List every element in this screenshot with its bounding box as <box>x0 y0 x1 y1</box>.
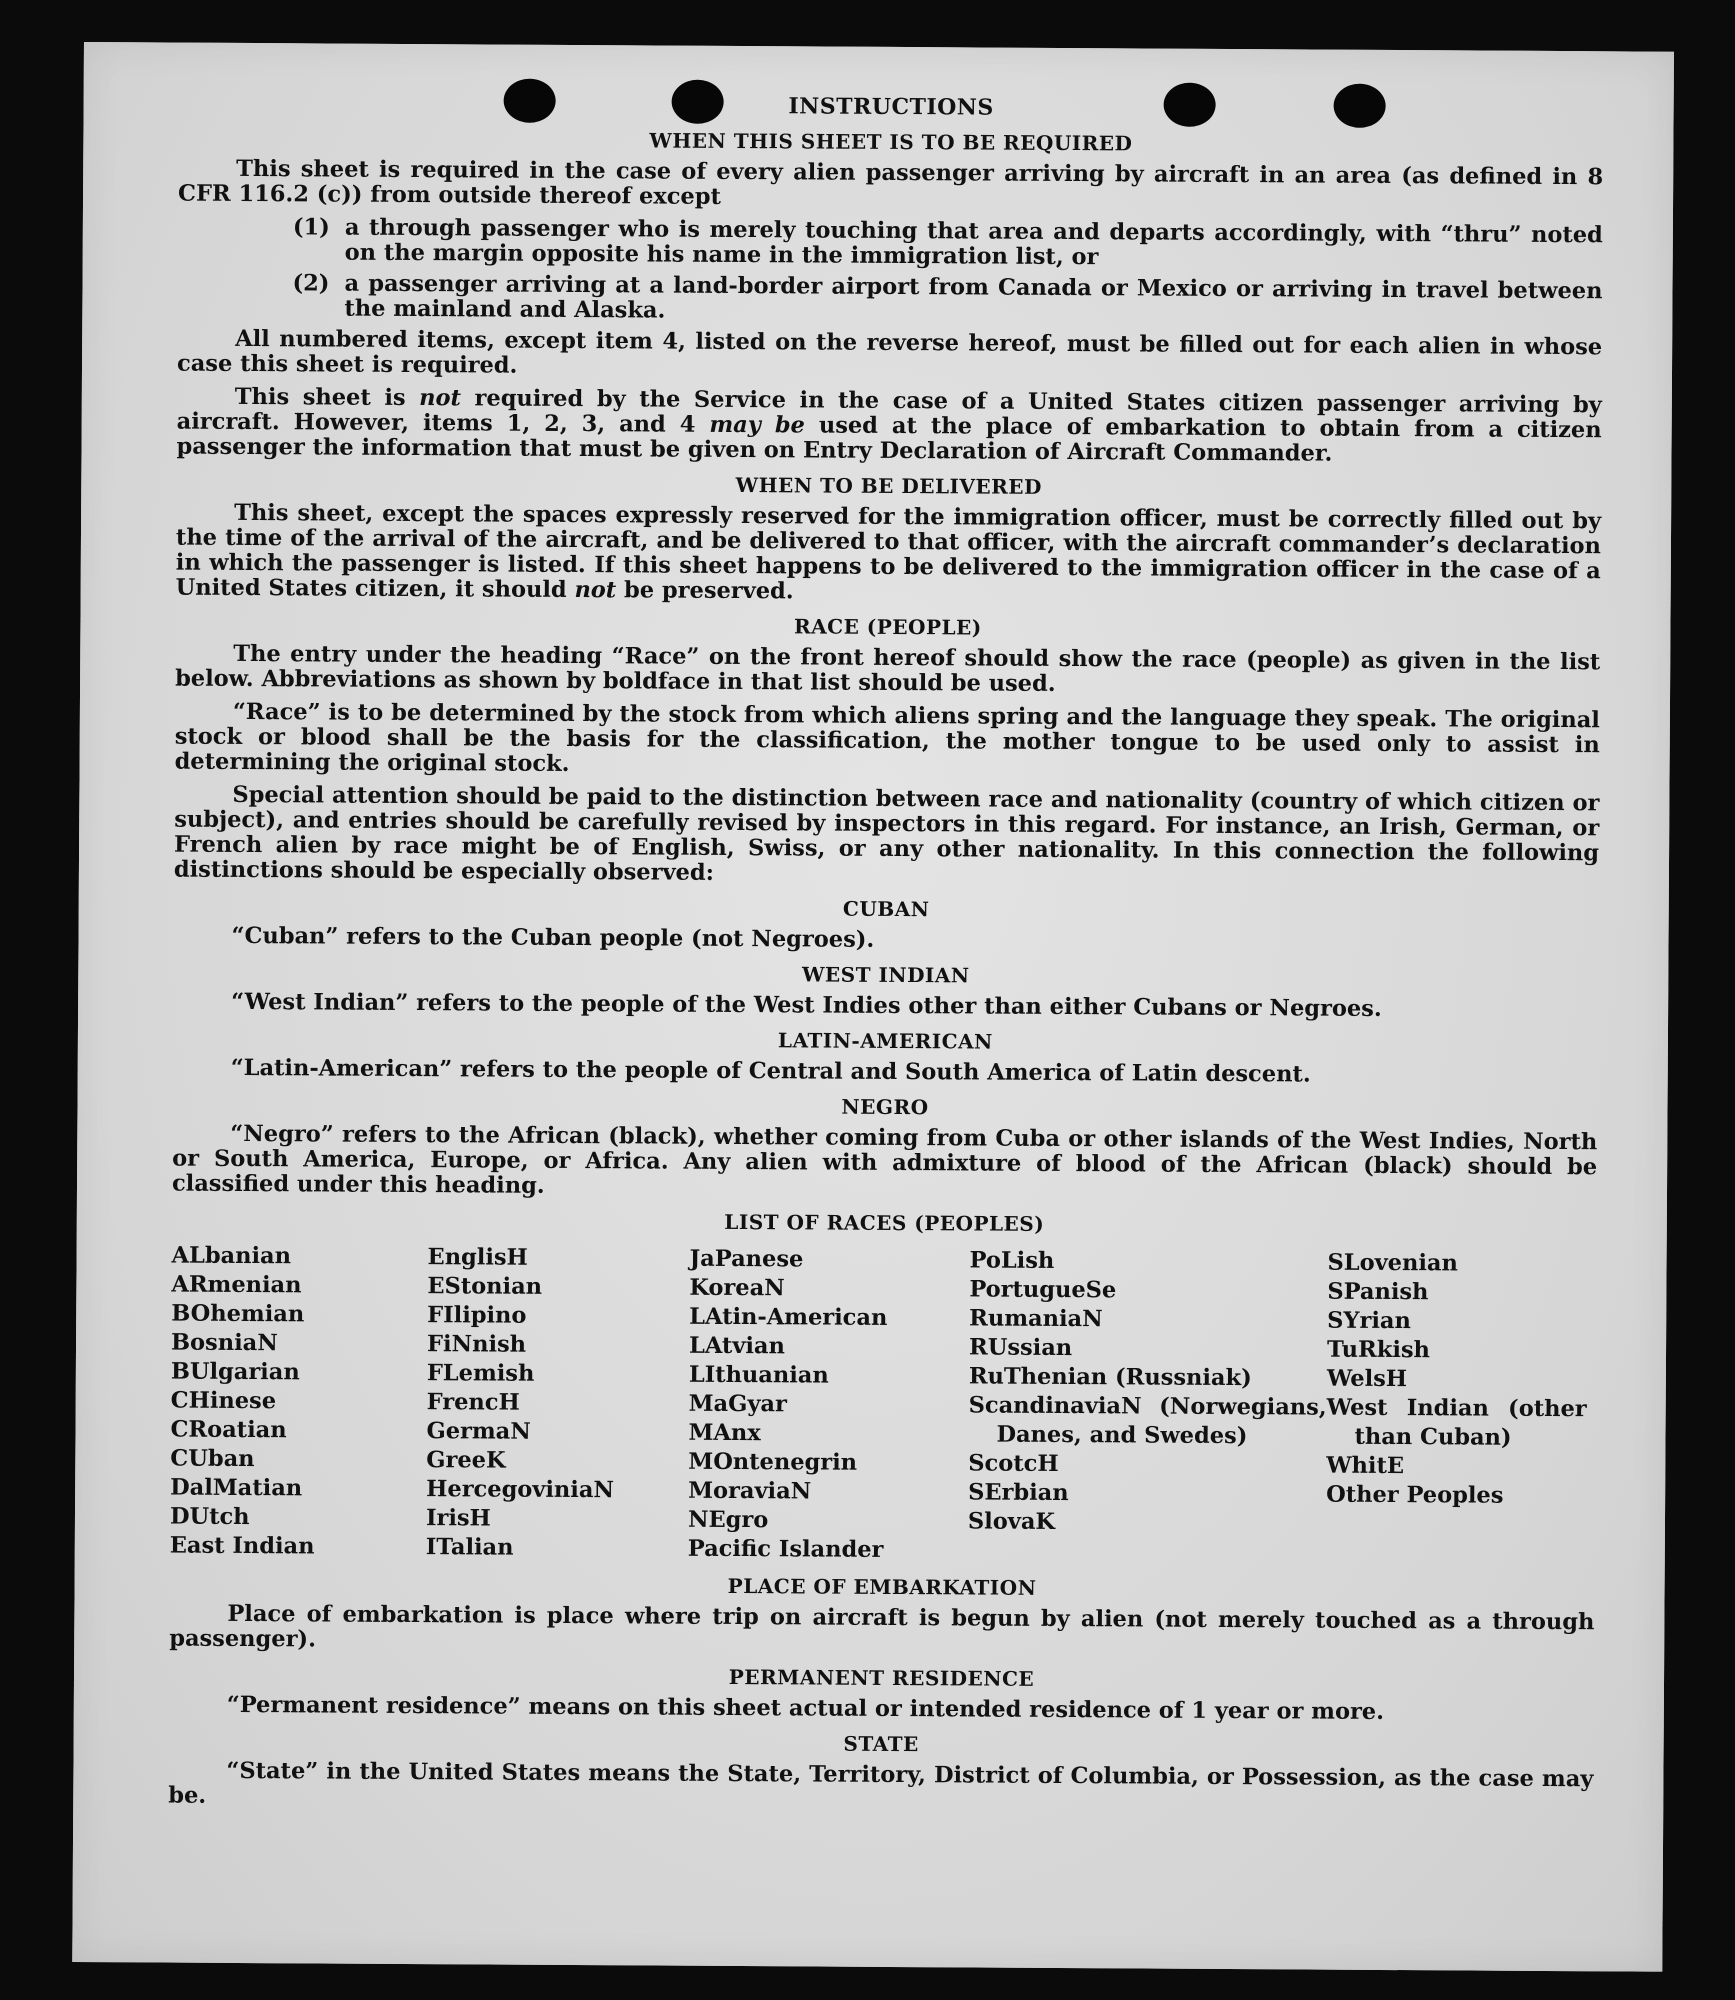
race-entry: TuRkish <box>1326 1336 1431 1364</box>
race-entry: EnglisH <box>427 1244 528 1271</box>
page-title: INSTRUCTIONS <box>788 93 994 121</box>
race-entry: ScotcH <box>968 1450 1059 1477</box>
section-heading-west-indian: WEST INDIAN <box>801 962 970 988</box>
paragraph: Special attention should be paid to the distinction between race and nationality (country of which citizen or subject), and entries should be carefully revised by inspectors in this regard. For instance, an Irish, German, or French alien by race might be of English, Swiss, or any other nationality. In this connection the following distinctions should be especially observed: <box>173 781 1600 886</box>
list-item <box>293 215 1603 273</box>
race-entry: BUlgarian <box>170 1358 300 1386</box>
race-entry: ITalian <box>425 1534 514 1561</box>
races-column <box>688 1245 970 1566</box>
race-entry: SlovaK <box>967 1508 1056 1535</box>
race-entry: LIthuanian <box>688 1361 829 1389</box>
race-entry: PortugueSe <box>969 1276 1117 1304</box>
paragraph: The entry under the heading “Race” on the front hereof should show the race (people) as given in the list below. Abbreviations as shown by boldface in that list should be used. <box>175 640 1601 697</box>
race-entry: SPanish <box>1327 1278 1429 1306</box>
race-entry: MOntenegrin <box>688 1448 858 1476</box>
section-heading-when-delivered: WHEN TO BE DELIVERED <box>735 472 1042 499</box>
races-column <box>968 1246 1328 1567</box>
race-entry: DUtch <box>169 1503 250 1531</box>
section-heading-residence: PERMANENT RESIDENCE <box>728 1664 1035 1691</box>
section-heading-latin-american: LATIN-AMERICAN <box>777 1028 993 1054</box>
section-heading-negro: NEGRO <box>841 1094 929 1120</box>
item-text: a passenger arriving at a land-border airport from Canada or Mexico or arriving in travel between the mainland and Alaska. <box>344 270 1603 324</box>
race-entry: ScandinaviaN (Norwegians, Danes, and Swedes) <box>968 1392 1327 1450</box>
race-entry: FLemish <box>426 1360 535 1387</box>
race-entry: WelsH <box>1326 1365 1408 1393</box>
item-number: (2) <box>292 270 330 297</box>
race-entry: RuThenian (Russniak) <box>968 1363 1252 1392</box>
paragraph: “Permanent residence” means on this sheet actual or intended residence of 1 year or more. <box>226 1691 1385 1725</box>
race-entry: DalMatian <box>170 1474 303 1502</box>
race-entry: NEgro <box>687 1506 769 1534</box>
section-heading-state: STATE <box>843 1731 919 1757</box>
section-heading-embarkation: PLACE OF EMBARKATION <box>727 1573 1037 1600</box>
race-entry: PoLish <box>969 1247 1055 1274</box>
races-column <box>1326 1249 1588 1570</box>
section-heading-list-of-races: LIST OF RACES (PEOPLES) <box>724 1209 1045 1236</box>
race-entry: GreeK <box>426 1447 506 1474</box>
definition: “West Indian” refers to the people of the West Indies other than either Cubans or Negroes. <box>231 988 1382 1022</box>
section-heading-when-required: WHEN THIS SHEET IS TO BE REQUIRED <box>649 128 1133 156</box>
race-entry: SLovenian <box>1327 1249 1458 1277</box>
paragraph: This sheet, except the spaces expressly reserved for the immigration officer, must be correctly filled out by the time of the arrival of the aircraft, and be delivered to that officer, with the aircraft commander’s declaration in which the passenger is listed. If this sheet happens to be delivered to the immigration officer in the case of a United States citizen, it should not be preserved. <box>175 499 1602 605</box>
paragraph: Place of embarkation is place where trip on aircraft is begun by alien (not merely touched as a through passenger). <box>169 1600 1595 1653</box>
race-entry: MaGyar <box>688 1390 787 1418</box>
definition: “Cuban” refers to the Cuban people (not Negroes). <box>231 922 875 953</box>
race-entry: WhitE <box>1326 1452 1405 1480</box>
race-entry: ALbanian <box>171 1242 292 1270</box>
race-entry: ARmenian <box>171 1271 302 1299</box>
races-column <box>170 1242 428 1563</box>
section-heading-cuban: CUBAN <box>842 896 930 922</box>
race-entry: FiNnish <box>426 1331 527 1358</box>
race-entry: HercegoviniaN <box>426 1476 615 1504</box>
race-entry: RUssian <box>968 1334 1073 1362</box>
race-entry: EStonian <box>427 1273 543 1300</box>
race-entry: Pacific Islander <box>687 1535 884 1563</box>
race-entry: LAtvian <box>688 1332 785 1360</box>
races-list <box>170 1242 1597 1570</box>
race-entry: JaPanese <box>689 1245 804 1273</box>
document-content <box>168 91 1604 1826</box>
paragraph: “Negro” refers to the African (black), whether coming from Cuba or other islands of the West Indies, North or South America, Europe, or Africa. Any alien with admixture of blood of the African (black) should be classified under this heading. <box>171 1120 1598 1199</box>
document-page <box>72 42 1674 1972</box>
race-entry: East Indian <box>169 1532 315 1560</box>
item-text: a through passenger who is merely touching that area and departs accordingly, with “thru” noted on the margin opposite his name in the immigration list, or <box>344 214 1603 271</box>
item-number: (1) <box>292 214 330 241</box>
definition: “Latin-American” refers to the people of Central and South America of Latin descent. <box>230 1054 1311 1088</box>
race-entry: CUban <box>170 1445 255 1473</box>
paragraph: “Race” is to be determined by the stock from which aliens spring and the language they speak. The original stock or blood shall be the basis for the classification, the mother tongue to be used only to assist in determining the original stock. <box>174 698 1600 777</box>
race-entry: BosniaN <box>170 1329 278 1357</box>
race-entry: West Indian (other than Cuban) <box>1326 1394 1587 1451</box>
races-column <box>426 1243 690 1564</box>
race-entry: SErbian <box>968 1479 1069 1507</box>
race-entry: Other Peoples <box>1326 1481 1504 1509</box>
list-item <box>292 271 1602 329</box>
paragraph: All numbered items, except item 4, listed on the reverse hereof, must be filled out for each alien in whose case this sheet is required. <box>176 325 1603 379</box>
race-entry: CRoatian <box>170 1416 287 1444</box>
race-entry: MAnx <box>688 1419 761 1447</box>
race-entry: SYrian <box>1327 1307 1411 1335</box>
paragraph: This sheet is required in the case of every alien passenger arriving by aircraft in an area (as defined in 8 CFR 116.2 (c)) from outside thereof except <box>177 155 1604 210</box>
paragraph: This sheet is not required by the Service in the case of a United States citizen passenger arriving by aircraft. However, items 1, 2, 3, and 4 may be used at the place of embarkation to obtain from a citizen passenger the information that must be given on Entry Declaration of Aircraft Commander. <box>176 383 1602 467</box>
race-entry: FIlipino <box>427 1302 527 1329</box>
race-entry: BOhemian <box>171 1300 305 1328</box>
section-heading-race: RACE (PEOPLE) <box>793 614 982 640</box>
paragraph: “State” in the United States means the State, Territory, District of Columbia, or Possession, as the case may be. <box>168 1757 1594 1809</box>
race-entry: LAtin-American <box>689 1303 888 1331</box>
race-entry: RumaniaN <box>969 1305 1103 1333</box>
race-entry: IrisH <box>425 1505 491 1532</box>
race-entry: FrencH <box>426 1389 520 1416</box>
race-entry: MoraviaN <box>688 1477 812 1505</box>
race-entry: KoreaN <box>689 1274 785 1302</box>
race-entry: CHinese <box>170 1387 277 1415</box>
race-entry: GermaN <box>426 1418 531 1445</box>
